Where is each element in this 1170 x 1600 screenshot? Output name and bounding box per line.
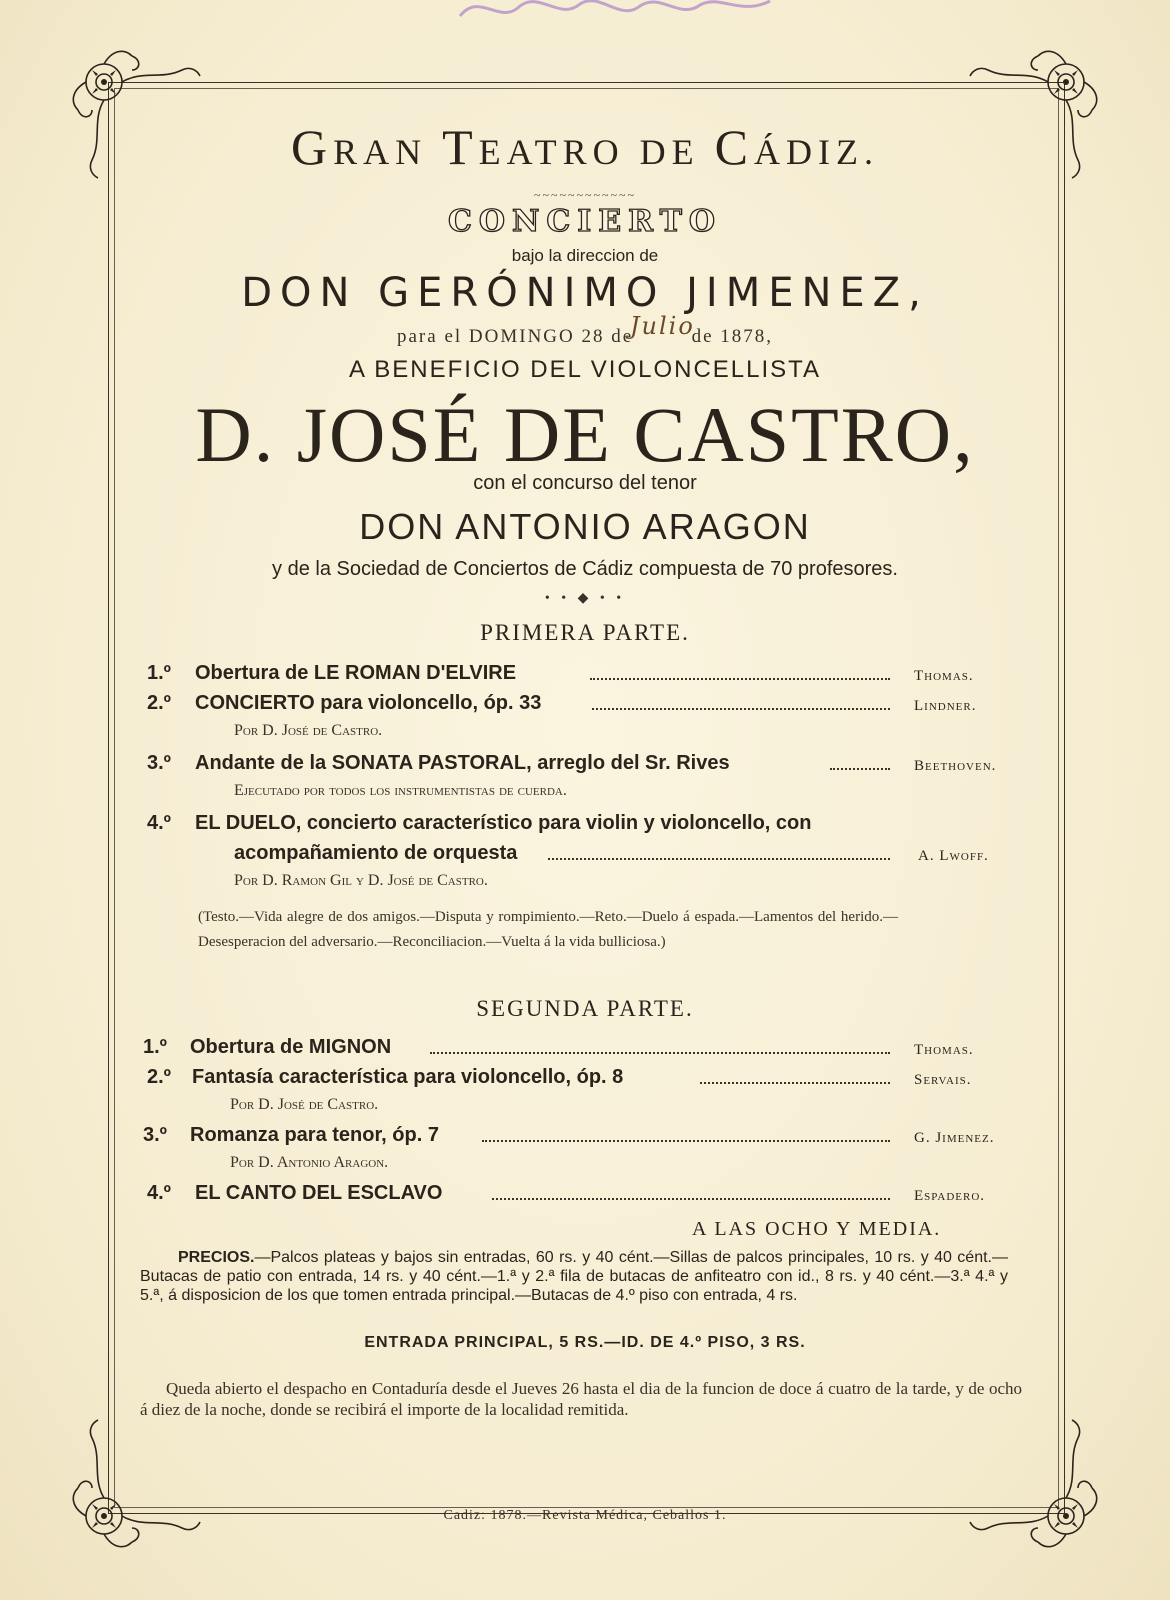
corner-ornament-icon xyxy=(968,1418,1108,1558)
program-item: 4.º EL CANTO DEL ESCLAVO Espadero. xyxy=(147,1182,986,1204)
concert-date: para el DOMINGO 28 de Julio de 1878, xyxy=(397,312,773,347)
director-name: DON GERÓNIMO JIMENEZ, xyxy=(241,270,929,316)
program-item: 3.º Romanza para tenor, óp. 7 G. Jimenez. xyxy=(143,1124,995,1146)
prices-paragraph: PRECIOS.—Palcos plateas y bajos sin entradas, 60 rs. y 40 cént.—Sillas de palcos principales, 10 rs. y 40 cént.—Butacas de patio con entrada, 14 rs. y 40 cént.—1.ª y 2.ª fila de butacas de anfiteatro con id., 8 rs. y 40 cént.—3.ª 4.ª y 5.ª, á disposicion de los que tomen entrada principal.—Butacas de 4.º piso con entrada, 4 rs. xyxy=(140,1249,1008,1304)
performer-line: Por D. Antonio Aragon. xyxy=(230,1154,389,1171)
handwritten-month: Julio xyxy=(629,312,695,340)
program-item-continuation: acompañamiento de orquesta A. Lwoff. xyxy=(234,842,989,864)
concert-heading: CONCIERTO xyxy=(447,204,723,239)
entry-prices: ENTRADA PRINCIPAL, 5 RS.—ID. DE 4.º PISO, 3 RS. xyxy=(364,1334,806,1351)
theatre-name: GRAN TEATRO DE CÁDIZ. xyxy=(290,119,879,175)
part-two-title: SEGUNDA PARTE. xyxy=(476,996,694,1021)
start-time: A LAS OCHO Y MEDIA. xyxy=(692,1218,942,1240)
program-item: 1.º Obertura de LE ROMAN D'ELVIRE Thomas. xyxy=(147,662,974,684)
ornament-divider-mid: • • ◆ • • xyxy=(544,591,626,606)
society-line: y de la Sociedad de Conciertos de Cádiz compuesta de 70 profesores. xyxy=(272,558,898,580)
benefit-line: A BENEFICIO DEL VIOLONCELLISTA xyxy=(348,356,822,383)
tenor-name: DON ANTONIO ARAGON xyxy=(359,506,811,547)
performer-line: Por D. Ramon Gil y D. José de Castro. xyxy=(234,872,488,889)
performer-line: Por D. José de Castro. xyxy=(234,722,383,739)
program-item: 1.º Obertura de MIGNON Thomas. xyxy=(143,1036,974,1058)
handwritten-annotation xyxy=(450,0,780,36)
program-item: 2.º CONCIERTO para violoncello, óp. 33 Lindner. xyxy=(147,692,977,714)
corner-ornament-icon xyxy=(62,1418,202,1558)
direction-line: bajo la direccion de xyxy=(511,246,659,265)
performer-line: Por D. José de Castro. xyxy=(230,1096,379,1113)
program-item: 4.º EL DUELO, concierto característico para violin y violoncello, con xyxy=(147,812,812,834)
performer-line: Ejecutado por todos los instrumentistas de cuerda. xyxy=(234,782,567,799)
printer-imprint: Cadiz: 1878.—Revista Médica, Ceballos 1. xyxy=(443,1508,727,1523)
box-office-notice: Queda abierto el despacho en Contaduría desde el Jueves 26 hasta el dia de la funcion de doce á cuatro de la tarde, y de ocho á diez de la noche, donde se recibirá el importe de la localidad remitida. xyxy=(140,1379,1022,1419)
ornament-divider: ~~~~~~~~~~~~ xyxy=(534,188,636,202)
program-item: 3.º Andante de la SONATA PASTORAL, arreglo del Sr. Rives Beethoven. xyxy=(147,752,997,774)
honoree-name: D. JOSÉ DE CASTRO, xyxy=(195,391,975,478)
program-note: (Testo.—Vida alegre de dos amigos.—Disputa y rompimiento.—Reto.—Duelo á espada.—Lamentos del herido.—Desesperacion del adversario.—Reconciliacion.—Vuelta á la vida bulliciosa.) xyxy=(198,909,898,950)
tenor-intro: con el concurso del tenor xyxy=(473,472,697,494)
part-one-title: PRIMERA PARTE. xyxy=(480,620,690,645)
program-item: 2.º Fantasía característica para violoncello, óp. 8 Servais. xyxy=(147,1066,972,1088)
